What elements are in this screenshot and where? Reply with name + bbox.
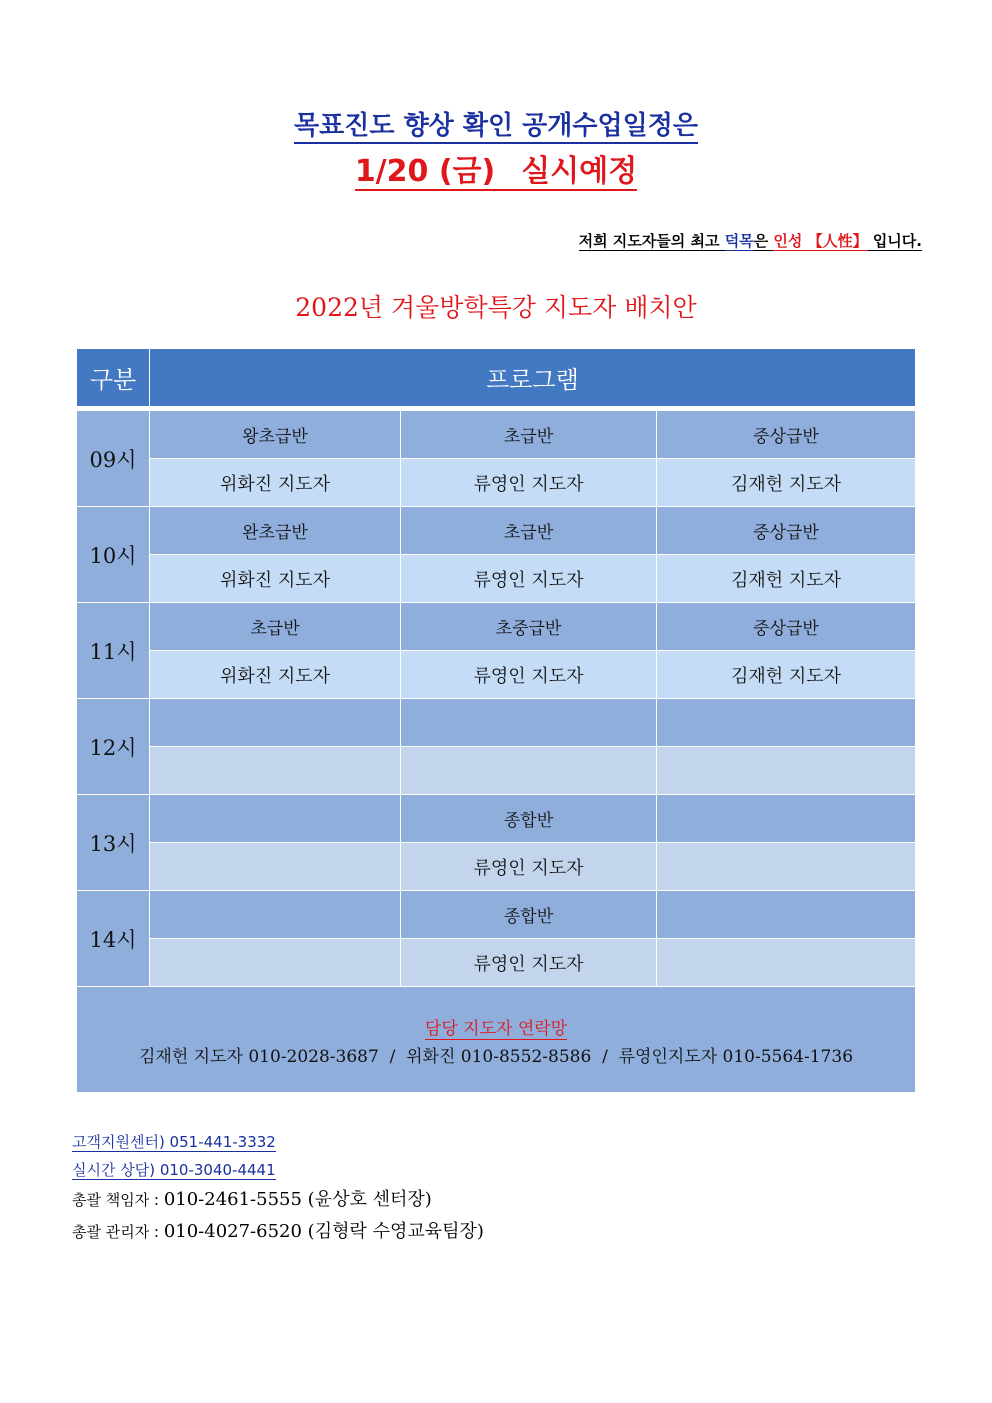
teacher-cell: 김재헌 지도자 (657, 459, 916, 507)
title-schedule-text: 실시예정 (521, 154, 638, 189)
contact-cell (77, 987, 916, 1093)
class-cell (150, 699, 401, 747)
class-cell: 왕초급반 (150, 411, 401, 459)
class-cell (401, 699, 657, 747)
title-date: 1/20 (금) (354, 154, 496, 189)
class-cell (657, 795, 916, 843)
schedule-subtitle: 2022년 겨울방학특강 지도자 배치안 (295, 293, 697, 322)
chief-value: 010-2461-5555 (윤상호 센터장) (163, 1189, 432, 1210)
table-row (77, 795, 916, 843)
table-row (77, 411, 916, 459)
contact-title: 담당 지도자 연락망 (424, 1018, 568, 1039)
manager-value: 010-4027-6520 (김형락 수영교육팀장) (163, 1221, 484, 1242)
table-row (77, 939, 916, 987)
manager-label: 총괄 관리자 : (72, 1223, 164, 1241)
teacher-cell (401, 747, 657, 795)
class-cell: 종합반 (401, 891, 657, 939)
time-cell: 12시 (77, 699, 150, 795)
table-row (77, 699, 916, 747)
class-cell: 초급반 (150, 603, 401, 651)
table-row (77, 555, 916, 603)
teacher-cell: 위화진 지도자 (150, 555, 401, 603)
table-row (77, 507, 916, 555)
class-cell: 중상급반 (657, 507, 916, 555)
chief-label: 총괄 책임자 : (72, 1191, 164, 1209)
table-row (77, 651, 916, 699)
motto-part5: 입니다. (867, 232, 922, 250)
teacher-cell: 위화진 지도자 (150, 459, 401, 507)
motto-virtue: 덕목 (724, 232, 754, 250)
table-row (77, 459, 916, 507)
teacher-cell: 류영인 지도자 (401, 939, 657, 987)
teacher-cell (150, 843, 401, 891)
teacher-cell (657, 939, 916, 987)
teacher-cell (657, 843, 916, 891)
motto-part3: 은 (753, 232, 774, 250)
motto (579, 230, 922, 252)
title-line-1 (0, 108, 992, 144)
teacher-cell: 류영인 지도자 (401, 459, 657, 507)
teacher-cell (150, 939, 401, 987)
time-cell: 09시 (77, 411, 150, 507)
motto-part1: 저희 지도자들의 최고 (578, 232, 725, 250)
class-cell: 완초급반 (150, 507, 401, 555)
title-line-1-text: 목표진도 향상 확인 공개수업일정은 (294, 111, 698, 144)
contact-line: 김재헌 지도자 010-2028-3687 / 위화진 010-8552-8586 / 류영인지도자 010-5564-1736 (138, 1046, 854, 1067)
class-cell: 초중급반 (401, 603, 657, 651)
class-cell: 종합반 (401, 795, 657, 843)
table-row (77, 603, 916, 651)
header-time: 구분 (77, 349, 150, 407)
time-cell: 11시 (77, 603, 150, 699)
table-row (77, 891, 916, 939)
teacher-cell: 류영인 지도자 (401, 555, 657, 603)
support-center-link[interactable]: 고객지원센터) 051-441-3332 (72, 1133, 276, 1151)
table-header-row (77, 349, 916, 407)
schedule-table (76, 348, 916, 1093)
teacher-cell (150, 747, 401, 795)
class-cell: 중상급반 (657, 411, 916, 459)
realtime-consult-link[interactable]: 실시간 상담) 010-3040-4441 (72, 1161, 276, 1179)
teacher-cell: 김재헌 지도자 (657, 651, 916, 699)
class-cell: 중상급반 (657, 603, 916, 651)
motto-character: 인성 【人性】 (773, 232, 868, 250)
class-cell: 초급반 (401, 411, 657, 459)
contact-row (77, 987, 916, 1093)
teacher-cell (657, 747, 916, 795)
class-cell: 초급반 (401, 507, 657, 555)
time-cell: 14시 (77, 891, 150, 987)
header-program: 프로그램 (150, 349, 916, 407)
teacher-cell: 위화진 지도자 (150, 651, 401, 699)
class-cell (150, 891, 401, 939)
class-cell (657, 699, 916, 747)
table-row (77, 843, 916, 891)
teacher-cell: 류영인 지도자 (401, 651, 657, 699)
footer (72, 1128, 484, 1248)
teacher-cell: 류영인 지도자 (401, 843, 657, 891)
time-cell: 10시 (77, 507, 150, 603)
class-cell (150, 795, 401, 843)
table-row (77, 747, 916, 795)
teacher-cell: 김재헌 지도자 (657, 555, 916, 603)
class-cell (657, 891, 916, 939)
time-cell: 13시 (77, 795, 150, 891)
title-line-2 (0, 150, 992, 194)
